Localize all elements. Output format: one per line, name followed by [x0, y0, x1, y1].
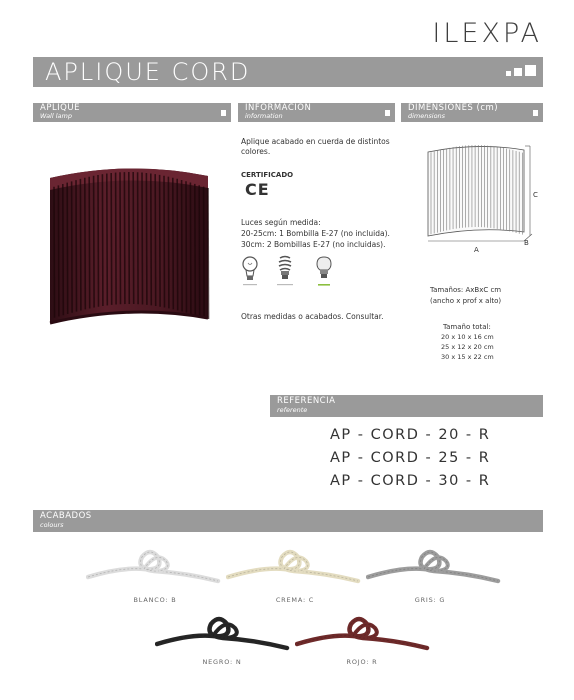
- luces-line-2: 30cm: 2 Bombillas E-27 (no incluidas).: [241, 240, 386, 249]
- lamp-image: [40, 158, 220, 338]
- reference-2: AP - CORD - 25 - R: [330, 450, 491, 466]
- knot-crema: [226, 543, 361, 588]
- section-dimensiones: DIMENSIONES (cm) dimensions: [401, 103, 543, 122]
- ce-mark: CE: [245, 180, 270, 199]
- dim-label-c: C: [533, 191, 538, 199]
- finish-label-gris: GRIS: G: [414, 596, 446, 604]
- bulb-led-icon: [314, 255, 334, 288]
- finish-label-rojo: ROJO: R: [346, 658, 378, 666]
- reference-1: AP - CORD - 20 - R: [330, 427, 491, 443]
- section-informacion: INFORMACIÓN information: [238, 103, 395, 122]
- finish-label-negro: NEGRO: N: [202, 658, 242, 666]
- total-size-1: 20 x 10 x 16 cm: [441, 333, 494, 341]
- finish-label-blanco: BLANCO: B: [133, 596, 177, 604]
- page-title: APLIQUE CORD: [45, 58, 251, 86]
- certificado-label: CERTIFICADO: [241, 171, 294, 179]
- finish-label-crema: CREMA: C: [275, 596, 315, 604]
- title-squares: [506, 65, 536, 76]
- bulb-incandescent-icon: [240, 255, 260, 288]
- reference-3: AP - CORD - 30 - R: [330, 473, 491, 489]
- description-line-1: Aplique acabado en cuerda de distintos: [241, 137, 390, 146]
- dim-label-b: B: [524, 239, 529, 247]
- description-line-2: colores.: [241, 147, 271, 156]
- section-referencia: REFERENCIA referente: [270, 395, 543, 417]
- total-size-3: 30 x 15 x 22 cm: [441, 353, 494, 361]
- dim-label-a: A: [474, 246, 479, 254]
- knot-rojo: [295, 610, 430, 655]
- section-aplique: APLIQUE Wall lamp: [33, 103, 231, 122]
- title-bar: [33, 57, 543, 87]
- bulb-fluorescent-icon: [275, 255, 295, 288]
- other-sizes-note: Otras medidas o acabados. Consultar.: [241, 312, 384, 321]
- total-size-2: 25 x 12 x 20 cm: [441, 343, 494, 351]
- total-size-title: Tamaño total:: [443, 323, 491, 331]
- knot-blanco: [86, 543, 221, 588]
- knot-gris: [366, 543, 501, 588]
- section-acabados: ACABADOS colours: [33, 510, 543, 532]
- tamanos-line-2: (ancho x prof x alto): [430, 297, 502, 305]
- luces-line-1: 20-25cm: 1 Bombilla E-27 (no incluida).: [241, 229, 390, 238]
- luces-title: Luces según medida:: [241, 218, 321, 227]
- brand-logo: ILEXPA: [432, 18, 542, 49]
- knot-negro: [155, 610, 290, 655]
- tamanos-line-1: Tamaños: AxBxC cm: [430, 286, 502, 294]
